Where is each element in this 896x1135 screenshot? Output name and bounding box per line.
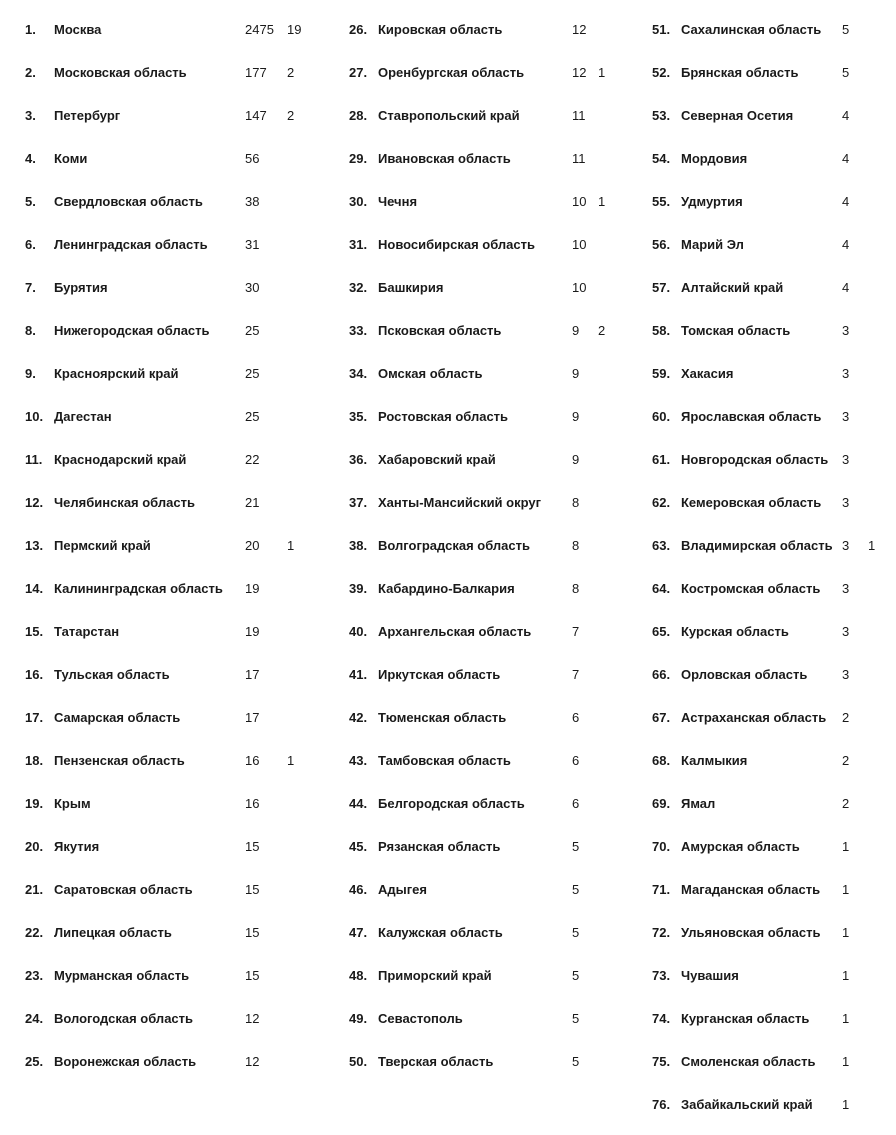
region-name: Ульяновская область [681,925,821,940]
region-name: Курская область [681,624,789,639]
region-name: Чувашия [681,968,739,983]
primary-count: 15 [245,968,260,983]
rank-number: 63. [652,538,671,553]
rank-number: 9. [25,366,36,381]
region-name: Липецкая область [54,925,172,940]
rank-number: 33. [349,323,368,338]
primary-count: 7 [572,667,580,682]
region-name: Хабаровский край [378,452,496,467]
rank-number: 46. [349,882,368,897]
region-name: Владимирская область [681,538,833,553]
region-name: Кемеровская область [681,495,822,510]
primary-count: 15 [245,882,260,897]
rank-number: 14. [25,581,44,596]
primary-count: 1 [842,925,850,940]
region-name: Башкирия [378,280,444,295]
region-name: Северная Осетия [681,108,794,123]
primary-count: 1 [842,1011,850,1026]
rank-number: 65. [652,624,671,639]
primary-count: 19 [245,581,260,596]
region-name: Новгородская область [681,452,829,467]
rank-number: 26. [349,22,368,37]
secondary-count: 1 [868,538,876,553]
primary-count: 9 [572,409,580,424]
rank-number: 51. [652,22,671,37]
secondary-count: 2 [287,65,295,80]
primary-count: 25 [245,409,260,424]
rank-number: 54. [652,151,671,166]
primary-count: 25 [245,366,260,381]
primary-count: 5 [572,1054,580,1069]
region-name: Псковская область [378,323,502,338]
primary-count: 9 [572,452,580,467]
region-name: Архангельская область [378,624,532,639]
primary-count: 8 [572,581,580,596]
region-name: Кабардино-Балкария [378,581,515,596]
rank-number: 25. [25,1054,44,1069]
primary-count: 3 [842,495,850,510]
region-name: Тверская область [378,1054,494,1069]
primary-count: 1 [842,1054,850,1069]
primary-count: 3 [842,323,850,338]
primary-count: 1 [842,1097,850,1112]
region-name: Саратовская область [54,882,193,897]
rank-number: 30. [349,194,368,209]
rank-number: 36. [349,452,368,467]
primary-count: 3 [842,624,850,639]
primary-count: 10 [572,237,587,252]
rank-number: 35. [349,409,368,424]
region-name: Приморский край [378,968,492,983]
region-name: Мурманская область [54,968,190,983]
rank-number: 3. [25,108,36,123]
region-name: Адыгея [378,882,427,897]
region-name: Ямал [681,796,716,811]
rank-number: 27. [349,65,368,80]
rank-number: 38. [349,538,368,553]
region-name: Самарская область [54,710,181,725]
rank-number: 43. [349,753,368,768]
region-name: Оренбургская область [378,65,525,80]
region-name: Удмуртия [681,194,743,209]
primary-count: 17 [245,667,260,682]
region-name: Магаданская область [681,882,821,897]
primary-count: 2 [842,753,850,768]
rank-number: 44. [349,796,368,811]
primary-count: 17 [245,710,260,725]
rank-number: 53. [652,108,671,123]
rank-number: 45. [349,839,368,854]
region-name: Амурская область [681,839,800,854]
primary-count: 12 [572,65,587,80]
region-name: Хакасия [681,366,734,381]
region-name: Забайкальский край [681,1097,813,1112]
rank-number: 47. [349,925,368,940]
primary-count: 6 [572,753,580,768]
primary-count: 3 [842,538,850,553]
rank-number: 39. [349,581,368,596]
rank-number: 19. [25,796,44,811]
rank-number: 32. [349,280,368,295]
region-name: Московская область [54,65,187,80]
primary-count: 9 [572,366,580,381]
rank-number: 57. [652,280,671,295]
rank-number: 1. [25,22,36,37]
primary-count: 8 [572,495,580,510]
secondary-count: 1 [598,194,606,209]
region-name: Костромская область [681,581,821,596]
region-name: Кировская область [378,22,503,37]
primary-count: 2 [842,710,850,725]
primary-count: 12 [245,1011,260,1026]
primary-count: 5 [572,882,580,897]
rank-number: 34. [349,366,368,381]
primary-count: 4 [842,151,850,166]
rank-number: 59. [652,366,671,381]
region-name: Сахалинская область [681,22,822,37]
secondary-count: 1 [287,753,295,768]
region-name: Астраханская область [681,710,827,725]
rank-number: 50. [349,1054,368,1069]
primary-count: 6 [572,796,580,811]
primary-count: 5 [572,968,580,983]
region-name: Краснодарский край [54,452,187,467]
primary-count: 1 [842,968,850,983]
region-name: Томская область [681,323,791,338]
region-name: Смоленская область [681,1054,816,1069]
primary-count: 22 [245,452,260,467]
rank-number: 72. [652,925,671,940]
primary-count: 30 [245,280,260,295]
primary-count: 25 [245,323,260,338]
primary-count: 2475 [245,22,274,37]
primary-count: 20 [245,538,260,553]
region-name: Рязанская область [378,839,501,854]
primary-count: 3 [842,452,850,467]
region-name: Нижегородская область [54,323,210,338]
region-name: Калининградская область [54,581,223,596]
primary-count: 3 [842,581,850,596]
primary-count: 5 [572,839,580,854]
rank-number: 6. [25,237,36,252]
rank-number: 21. [25,882,44,897]
rank-number: 69. [652,796,671,811]
primary-count: 15 [245,925,260,940]
rank-number: 60. [652,409,671,424]
primary-count: 11 [572,151,586,166]
primary-count: 38 [245,194,260,209]
rank-number: 56. [652,237,671,252]
region-name: Ивановская область [378,151,511,166]
region-name: Курганская область [681,1011,810,1026]
region-name: Воронежская область [54,1054,197,1069]
rank-number: 71. [652,882,671,897]
rank-number: 62. [652,495,671,510]
rank-number: 12. [25,495,44,510]
primary-count: 177 [245,65,267,80]
rank-number: 8. [25,323,36,338]
primary-count: 11 [572,108,586,123]
primary-count: 10 [572,194,587,209]
primary-count: 3 [842,409,850,424]
primary-count: 5 [572,1011,580,1026]
secondary-count: 2 [287,108,295,123]
primary-count: 10 [572,280,587,295]
rank-number: 10. [25,409,44,424]
region-name: Свердловская область [54,194,203,209]
region-name: Тамбовская область [378,753,511,768]
primary-count: 16 [245,796,260,811]
primary-count: 15 [245,839,260,854]
rank-number: 37. [349,495,368,510]
rank-number: 42. [349,710,368,725]
region-name: Калмыкия [681,753,748,768]
region-name: Ставропольский край [378,108,520,123]
region-name: Ханты-Мансийский округ [378,495,542,510]
rank-number: 23. [25,968,44,983]
rank-number: 41. [349,667,368,682]
primary-count: 8 [572,538,580,553]
region-name: Марий Эл [681,237,744,252]
rank-number: 4. [25,151,36,166]
region-name: Якутия [54,839,100,854]
rank-number: 61. [652,452,671,467]
region-name: Тульская область [54,667,170,682]
region-name: Бурятия [54,280,108,295]
rank-number: 70. [652,839,671,854]
primary-count: 5 [842,65,850,80]
rank-number: 48. [349,968,368,983]
secondary-count: 2 [598,323,606,338]
primary-count: 6 [572,710,580,725]
region-name: Петербург [54,108,121,123]
rank-number: 28. [349,108,368,123]
rank-number: 11. [25,452,43,467]
region-name: Омская область [378,366,483,381]
rank-number: 24. [25,1011,44,1026]
region-name: Ярославская область [681,409,822,424]
rank-number: 17. [25,710,44,725]
primary-count: 9 [572,323,580,338]
rank-number: 52. [652,65,671,80]
region-name: Мордовия [681,151,748,166]
region-name: Пермский край [54,538,151,553]
secondary-count: 1 [287,538,295,553]
rank-number: 31. [349,237,368,252]
secondary-count: 19 [287,22,302,37]
region-name: Вологодская область [54,1011,194,1026]
rank-number: 13. [25,538,44,553]
primary-count: 4 [842,108,850,123]
rank-number: 2. [25,65,36,80]
region-name: Дагестан [54,409,112,424]
rank-number: 67. [652,710,671,725]
rank-number: 5. [25,194,36,209]
secondary-count: 1 [598,65,606,80]
rank-number: 49. [349,1011,368,1026]
region-name: Волгоградская область [378,538,531,553]
primary-count: 1 [842,839,850,854]
primary-count: 5 [842,22,850,37]
rank-number: 22. [25,925,44,940]
rank-number: 40. [349,624,368,639]
rank-number: 75. [652,1054,671,1069]
rank-number: 64. [652,581,671,596]
rank-number: 76. [652,1097,671,1112]
primary-count: 4 [842,280,850,295]
region-name: Севастополь [378,1011,463,1026]
primary-count: 12 [572,22,587,37]
rank-number: 16. [25,667,44,682]
rank-number: 66. [652,667,671,682]
primary-count: 16 [245,753,260,768]
primary-count: 7 [572,624,580,639]
rank-number: 58. [652,323,671,338]
rank-number: 73. [652,968,671,983]
region-name: Тюменская область [378,710,507,725]
region-name: Калужская область [378,925,503,940]
primary-count: 56 [245,151,260,166]
region-name: Татарстан [54,624,120,639]
rank-number: 15. [25,624,44,639]
primary-count: 3 [842,667,850,682]
primary-count: 12 [245,1054,260,1069]
region-name: Красноярский край [54,366,179,381]
primary-count: 19 [245,624,260,639]
primary-count: 1 [842,882,850,897]
region-name: Иркутская область [378,667,501,682]
region-name: Ленинградская область [54,237,208,252]
region-name: Брянская область [681,65,799,80]
primary-count: 2 [842,796,850,811]
primary-count: 31 [245,237,260,252]
rank-number: 74. [652,1011,671,1026]
primary-count: 3 [842,366,850,381]
region-name: Чечня [378,194,418,209]
rank-number: 18. [25,753,44,768]
rank-number: 29. [349,151,368,166]
rank-number: 68. [652,753,671,768]
region-name: Крым [54,796,91,811]
region-name: Белгородская область [378,796,525,811]
region-name: Пензенская область [54,753,185,768]
region-name: Коми [54,151,88,166]
rank-number: 7. [25,280,36,295]
primary-count: 21 [245,495,260,510]
region-name: Орловская область [681,667,808,682]
rank-number: 55. [652,194,671,209]
region-name: Челябинская область [54,495,195,510]
region-name: Алтайский край [681,280,784,295]
rank-number: 20. [25,839,44,854]
region-name: Ростовская область [378,409,509,424]
region-name: Новосибирская область [378,237,535,252]
primary-count: 147 [245,108,267,123]
region-name: Москва [54,22,102,37]
primary-count: 4 [842,237,850,252]
primary-count: 5 [572,925,580,940]
primary-count: 4 [842,194,850,209]
